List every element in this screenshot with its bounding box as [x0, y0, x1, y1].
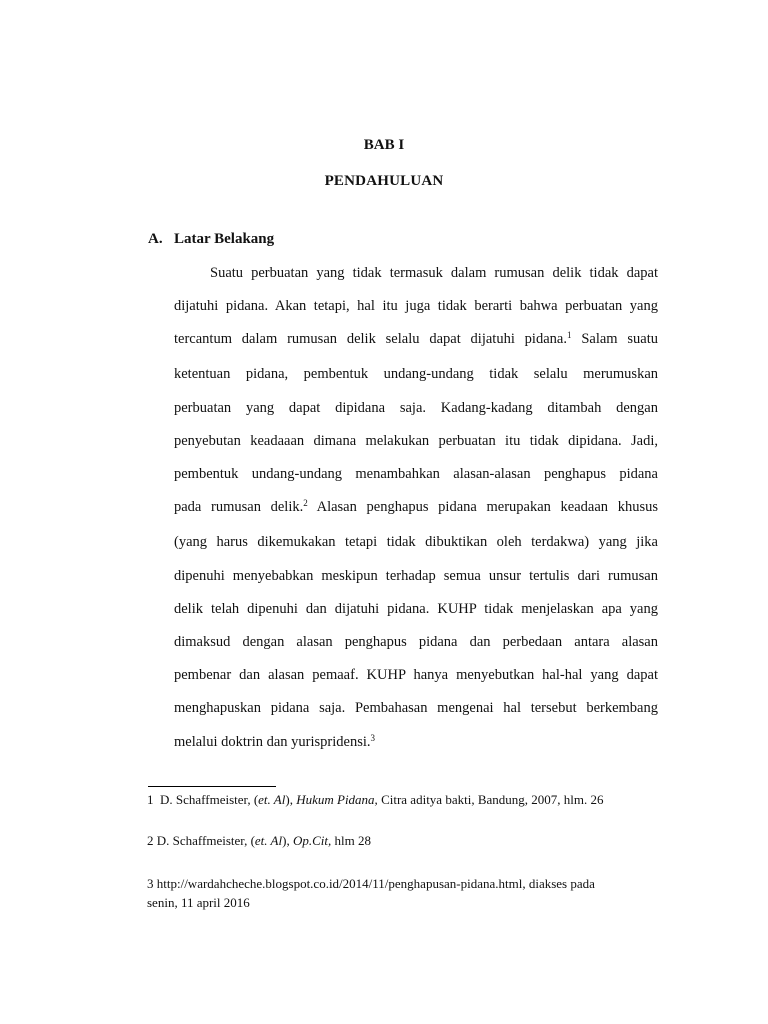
footnote-ref: 1 — [566, 330, 572, 340]
paragraph-line: pembentuk undang-undang menambahkan alasan-alasan penghapus pidana — [174, 466, 658, 482]
footnote-rest: Citra aditya bakti, Bandung, 2007, hlm. 26 — [381, 792, 604, 807]
footnote-close: ), — [285, 792, 293, 807]
footnote-close: ), — [282, 833, 290, 848]
paragraph-line: dipenuhi menyebabkan meskipun terhadap semua unsur tertulis dari rumusan — [174, 568, 658, 584]
paragraph-text: Alasan penghapus pidana merupakan keadaan khusus — [316, 499, 658, 515]
paragraph-line: delik telah dipenuhi dan dijatuhi pidana. KUHP tidak menjelaskan apa yang — [174, 601, 658, 617]
footnote-1 — [147, 790, 667, 809]
footnote-2 — [147, 831, 667, 850]
paragraph-line: dijatuhi pidana. Akan tetapi, hal itu juga tidak berarti bahwa perbuatan yang — [174, 298, 658, 314]
footnote-date: senin, 11 april 2016 — [147, 895, 250, 910]
paragraph-text: Salam suatu — [581, 331, 658, 347]
paragraph-text: pada rumusan delik. — [174, 499, 304, 515]
section-heading — [148, 231, 274, 248]
paragraph-line: pembenar dan alasan pemaaf. KUHP hanya menyebutkan hal-hal yang dapat — [174, 667, 658, 683]
paragraph-text: tercantum dalam rumusan delik selalu dapat dijatuhi pidana. — [174, 331, 567, 347]
footnote-rest: hlm 28 — [334, 833, 371, 848]
paragraph-line — [174, 329, 658, 349]
footnote-etal: et. Al — [254, 833, 283, 848]
footnote-ref: 2 — [303, 498, 308, 508]
section-letter: A. — [148, 231, 163, 247]
footnote-author: D. Schaffmeister, ( — [160, 792, 259, 807]
paragraph-line — [174, 732, 658, 752]
footnote-separator — [148, 786, 276, 787]
paragraph-line: dimaksud dengan alasan penghapus pidana dan perbedaan antara alasan — [174, 634, 658, 650]
paragraph-line — [174, 497, 658, 517]
footnote-number: 2 — [147, 833, 154, 848]
footnote-number: 1 — [147, 792, 154, 807]
chapter-title: PENDAHULUAN — [324, 173, 444, 189]
section-title: Latar Belakang — [174, 231, 275, 247]
paragraph-text: melalui doktrin dan yurispridensi. — [174, 734, 371, 750]
footnote-ref: 3 — [370, 733, 376, 743]
footnote-author: D. Schaffmeister, ( — [156, 833, 255, 848]
footnote-3 — [147, 874, 667, 912]
footnote-title: Op.Cit, — [292, 833, 332, 848]
paragraph-line: Suatu perbuatan yang tidak termasuk dalam rumusan delik tidak dapat — [210, 265, 658, 281]
paragraph-line: (yang harus dikemukakan tetapi tidak dibuktikan oleh terdakwa) yang jika — [174, 534, 658, 550]
footnote-title: Hukum Pidana, — [296, 792, 378, 807]
paragraph-line: menghapuskan pidana saja. Pembahasan mengenai hal tersebut berkembang — [174, 700, 658, 716]
footnote-number: 3 — [147, 876, 154, 891]
chapter-number: BAB I — [363, 137, 405, 153]
paragraph-line: ketentuan pidana, pembentuk undang-undang tidak selalu merumuskan — [174, 366, 658, 382]
paragraph-line: penyebutan keadaaan dimana melakukan perbuatan itu tidak dipidana. Jadi, — [174, 433, 658, 449]
footnote-etal: et. Al — [258, 792, 286, 807]
paragraph-line: perbuatan yang dapat dipidana saja. Kadang-kadang ditambah dengan — [174, 400, 658, 416]
footnote-url: http://wardahcheche.blogspot.co.id/2014/11/penghapusan-pidana.html, diakses pada — [156, 876, 595, 891]
